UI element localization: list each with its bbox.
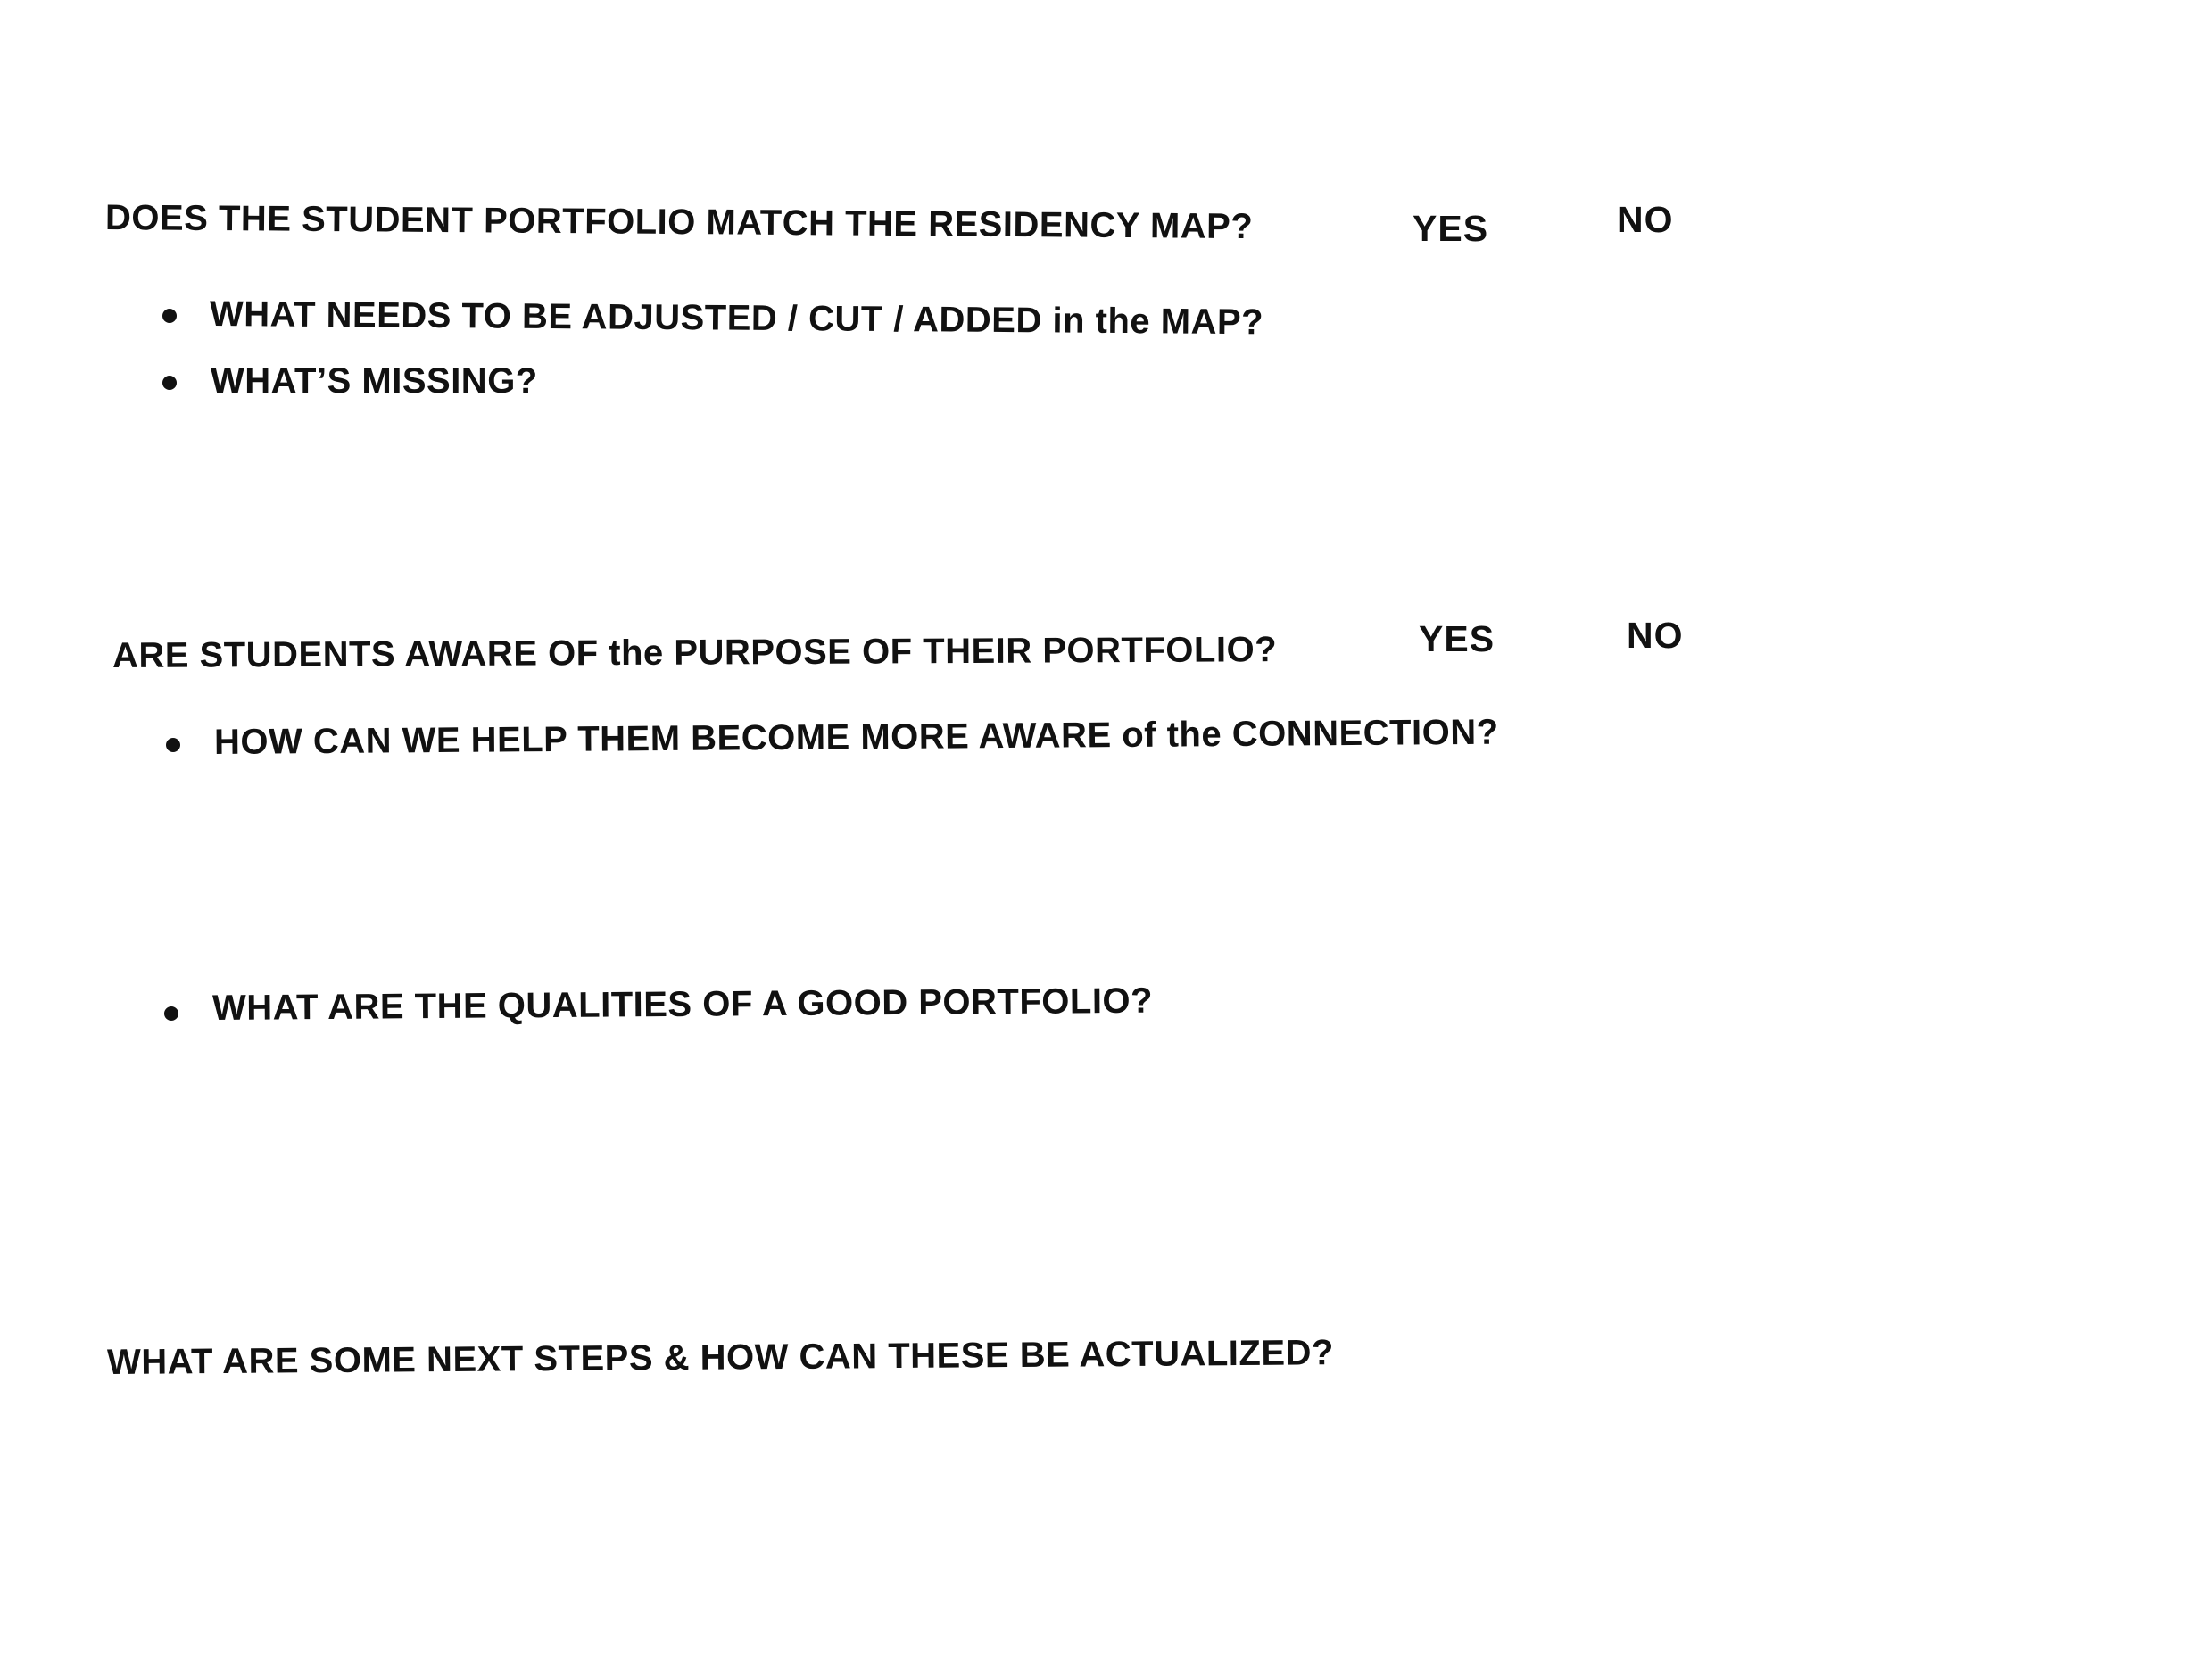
answer-yes-option-1[interactable]: YES: [1413, 208, 1489, 249]
bullet-icon: [166, 738, 180, 752]
bullet-qualities-good-portfolio: WHAT ARE THE QUALITIES OF A GOOD PORTFOLIO?: [211, 981, 1154, 1028]
bullet-adjust-map: WHAT NEEDS TO BE ADJUSTED / CUT / ADDED in the MAP?: [209, 294, 1264, 343]
bullet-icon: [164, 1006, 178, 1021]
bullet-icon: [162, 376, 177, 390]
answer-yes-option-2[interactable]: YES: [1419, 618, 1495, 659]
bullet-whats-missing: WHAT’S MISSING?: [211, 361, 538, 401]
bullet-icon: [162, 309, 177, 323]
question-next-steps: WHAT ARE SOME NEXT STEPS & HOW CAN THESE BE ACTUALIZED?: [106, 1333, 1335, 1382]
answer-no-option-1[interactable]: NO: [1617, 199, 1674, 240]
bullet-help-become-aware: HOW CAN WE HELP THEM BECOME MORE AWARE of the CONNECTION?: [213, 712, 1499, 762]
question-students-aware-purpose: ARE STUDENTS AWARE OF the PURPOSE OF THEIR PORTFOLIO?: [112, 630, 1278, 675]
answer-no-option-2[interactable]: NO: [1627, 615, 1684, 656]
question-portfolio-match-map: DOES THE STUDENT PORTFOLIO MATCH THE RESIDENCY MAP?: [104, 198, 1254, 247]
